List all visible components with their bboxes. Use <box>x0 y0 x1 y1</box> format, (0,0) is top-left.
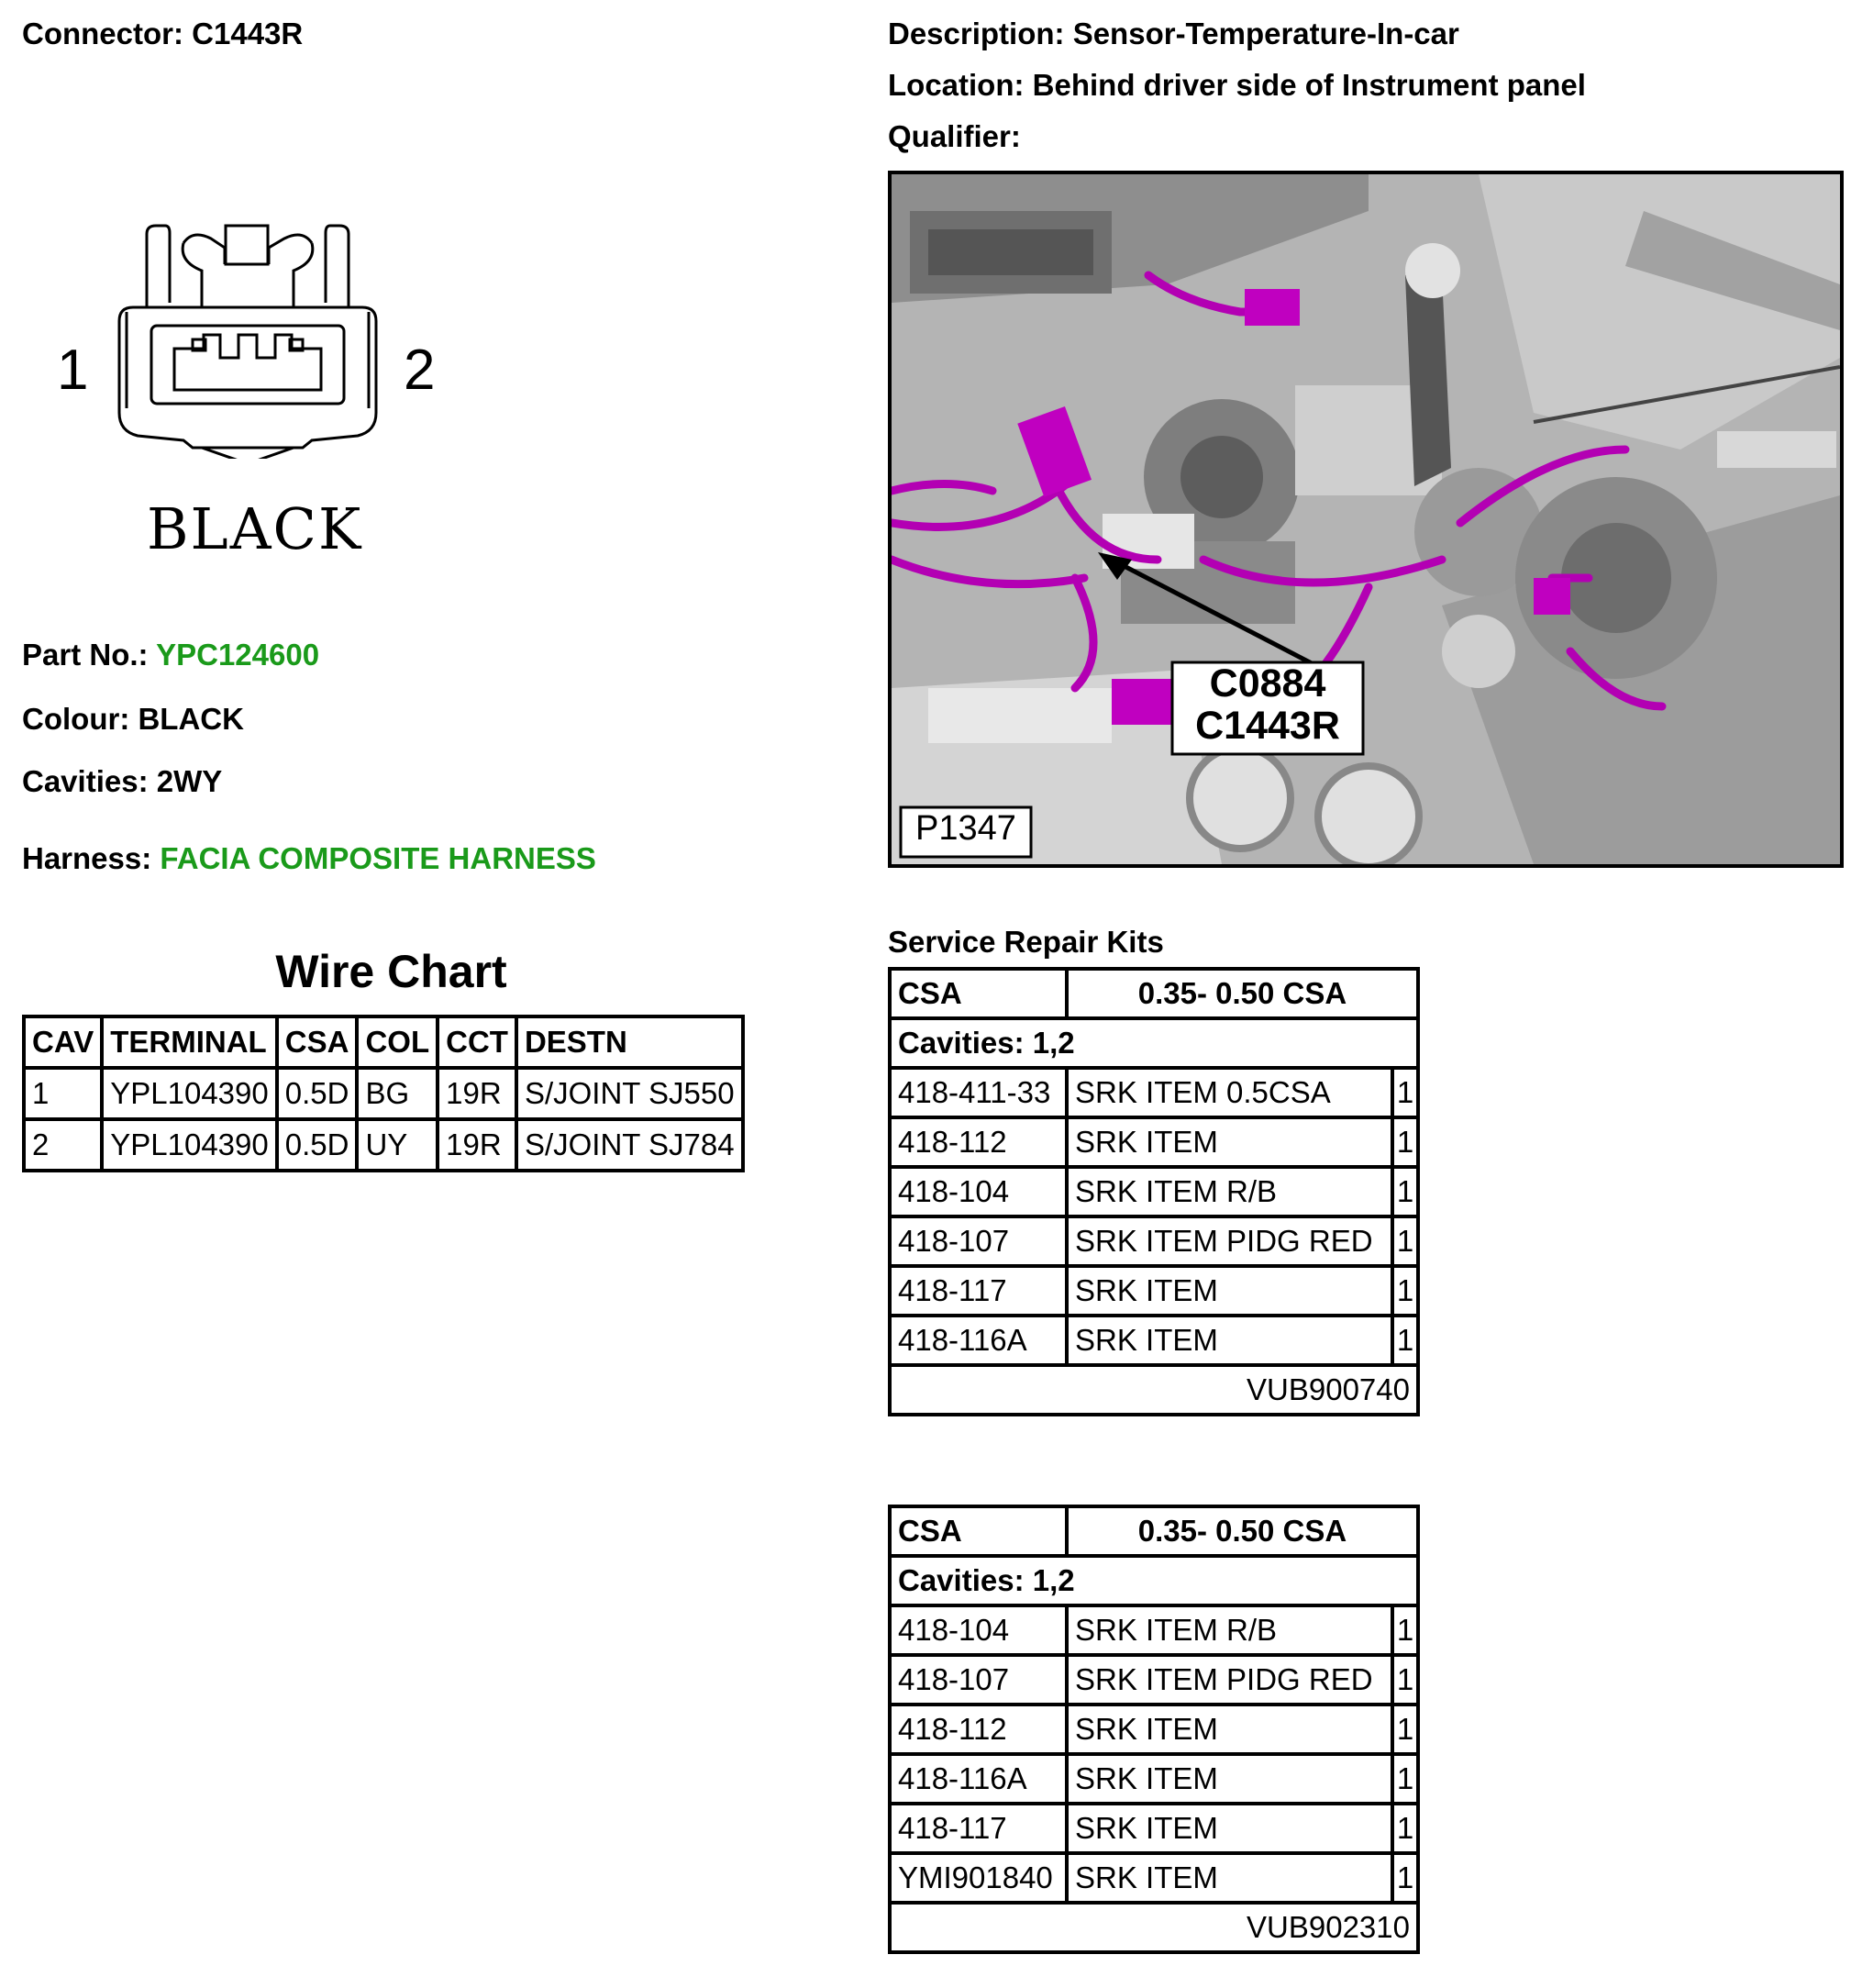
connector-label: Connector: C1443R <box>22 17 304 50</box>
col-header-terminal: TERMINAL <box>102 1016 277 1068</box>
description-label: Description: Sensor-Temperature-In-car <box>888 17 1459 50</box>
location-label: Location: Behind driver side of Instrument panel <box>888 68 1586 102</box>
wire-chart-title: Wire Chart <box>275 946 507 997</box>
kit-csa-label: CSA <box>890 969 1067 1018</box>
harness-line <box>22 841 596 876</box>
table-row <box>890 1266 1418 1316</box>
cavities-line: Cavities: 2WY <box>22 764 223 798</box>
kit-item-desc: SRK ITEM <box>1067 1316 1392 1365</box>
kit-item-part[interactable]: 418-117 <box>890 1804 1067 1853</box>
kit-item-part[interactable]: 418-112 <box>890 1705 1067 1754</box>
kit-item-qty: 1 <box>1392 1853 1418 1903</box>
table-row <box>890 1216 1418 1266</box>
kit-cavities-row <box>890 1556 1418 1605</box>
part-number-label: Part No.: <box>22 638 149 672</box>
cell-cav: 1 <box>24 1068 102 1119</box>
kit-csa-value: 0.35- 0.50 CSA <box>1067 969 1418 1018</box>
cell-cav: 2 <box>24 1119 102 1171</box>
connector-colour-caption: BLACK <box>147 495 363 562</box>
table-row <box>24 1119 743 1171</box>
table-row <box>890 1068 1418 1117</box>
kit-item-desc: SRK ITEM <box>1067 1266 1392 1316</box>
kit-item-part[interactable]: 418-104 <box>890 1605 1067 1655</box>
table-row <box>890 1804 1418 1853</box>
part-number-link[interactable]: YPC124600 <box>156 638 320 672</box>
kit-item-part[interactable]: 418-107 <box>890 1655 1067 1705</box>
kit-item-desc: SRK ITEM <box>1067 1804 1392 1853</box>
cell-col: UY <box>357 1119 438 1171</box>
kit-cavities: Cavities: 1,2 <box>890 1556 1418 1605</box>
part-number-line <box>22 638 319 672</box>
kit-item-part[interactable]: 418-116A <box>890 1754 1067 1804</box>
table-row <box>890 1605 1418 1655</box>
connector-face-diagram <box>55 220 459 569</box>
kit-item-qty: 1 <box>1392 1655 1418 1705</box>
kit-item-part[interactable]: YMI901840 <box>890 1853 1067 1903</box>
kit-item-qty: 1 <box>1392 1266 1418 1316</box>
kit-item-desc: SRK ITEM R/B <box>1067 1605 1392 1655</box>
instrument-panel-illustration-icon <box>892 174 1840 864</box>
pin-2-label: 2 <box>404 339 436 402</box>
kit-cavities-row <box>890 1018 1418 1068</box>
callout-c1443r: C1443R <box>1195 704 1340 748</box>
kit-item-part[interactable]: 418-104 <box>890 1167 1067 1216</box>
photo-reference: P1347 <box>915 809 1016 848</box>
kit-item-desc: SRK ITEM <box>1067 1705 1392 1754</box>
kit-csa-row <box>890 1506 1418 1556</box>
kit-item-part[interactable]: 418-112 <box>890 1117 1067 1167</box>
repair-kit-table-1 <box>888 967 1420 1416</box>
cell-csa: 0.5D <box>277 1068 358 1119</box>
col-header-cav: CAV <box>24 1016 102 1068</box>
kit-number-row <box>890 1903 1418 1952</box>
location-photo <box>888 171 1844 868</box>
kit-item-qty: 1 <box>1392 1804 1418 1853</box>
col-header-col: COL <box>357 1016 438 1068</box>
table-row <box>890 1117 1418 1167</box>
kit-item-part[interactable]: 418-117 <box>890 1266 1067 1316</box>
table-row <box>890 1316 1418 1365</box>
kit-item-qty: 1 <box>1392 1754 1418 1804</box>
cell-col: BG <box>357 1068 438 1119</box>
cell-terminal[interactable]: YPL104390 <box>102 1119 277 1171</box>
kit-number[interactable]: VUB902310 <box>890 1903 1418 1952</box>
kit-item-desc: SRK ITEM 0.5CSA <box>1067 1068 1392 1117</box>
kit-item-qty: 1 <box>1392 1117 1418 1167</box>
cell-cct: 19R <box>438 1119 516 1171</box>
harness-link[interactable]: FACIA COMPOSITE HARNESS <box>160 841 596 875</box>
cell-destn[interactable]: S/JOINT SJ784 <box>516 1119 743 1171</box>
kit-item-desc: SRK ITEM R/B <box>1067 1167 1392 1216</box>
col-header-cct: CCT <box>438 1016 516 1068</box>
callout-c0884: C0884 <box>1209 661 1326 705</box>
cell-destn[interactable]: S/JOINT SJ550 <box>516 1068 743 1119</box>
cell-cct: 19R <box>438 1068 516 1119</box>
photo-callout <box>1172 662 1363 747</box>
kit-item-part[interactable]: 418-116A <box>890 1316 1067 1365</box>
kit-item-qty: 1 <box>1392 1068 1418 1117</box>
kit-csa-label: CSA <box>890 1506 1067 1556</box>
table-row <box>890 1705 1418 1754</box>
kit-item-desc: SRK ITEM <box>1067 1754 1392 1804</box>
colour-line: Colour: BLACK <box>22 702 244 736</box>
kit-number-row <box>890 1365 1418 1415</box>
service-repair-kits-title: Service Repair Kits <box>888 925 1164 959</box>
col-header-destn: DESTN <box>516 1016 743 1068</box>
table-row <box>890 1167 1418 1216</box>
table-row <box>24 1068 743 1119</box>
wire-chart-header-row <box>24 1016 743 1068</box>
cell-terminal[interactable]: YPL104390 <box>102 1068 277 1119</box>
kit-item-part[interactable]: 418-107 <box>890 1216 1067 1266</box>
kit-item-qty: 1 <box>1392 1216 1418 1266</box>
table-row <box>890 1655 1418 1705</box>
kit-item-part[interactable]: 418-411-33 <box>890 1068 1067 1117</box>
kit-cavities: Cavities: 1,2 <box>890 1018 1418 1068</box>
kit-item-desc: SRK ITEM <box>1067 1117 1392 1167</box>
wire-chart-table <box>22 1015 745 1172</box>
table-row <box>890 1754 1418 1804</box>
kit-item-desc: SRK ITEM <box>1067 1853 1392 1903</box>
pin-1-label: 1 <box>57 339 89 402</box>
kit-item-qty: 1 <box>1392 1316 1418 1365</box>
kit-csa-value: 0.35- 0.50 CSA <box>1067 1506 1418 1556</box>
col-header-csa: CSA <box>277 1016 358 1068</box>
table-row <box>890 1853 1418 1903</box>
kit-number[interactable]: VUB900740 <box>890 1365 1418 1415</box>
kit-item-qty: 1 <box>1392 1705 1418 1754</box>
harness-label: Harness: <box>22 841 152 875</box>
kit-csa-row <box>890 969 1418 1018</box>
cell-csa: 0.5D <box>277 1119 358 1171</box>
repair-kit-table-2 <box>888 1505 1420 1954</box>
connector-outline-icon <box>55 220 459 459</box>
kit-item-qty: 1 <box>1392 1605 1418 1655</box>
kit-item-desc: SRK ITEM PIDG RED <box>1067 1655 1392 1705</box>
kit-item-qty: 1 <box>1392 1167 1418 1216</box>
kit-item-desc: SRK ITEM PIDG RED <box>1067 1216 1392 1266</box>
qualifier-label: Qualifier: <box>888 119 1021 153</box>
